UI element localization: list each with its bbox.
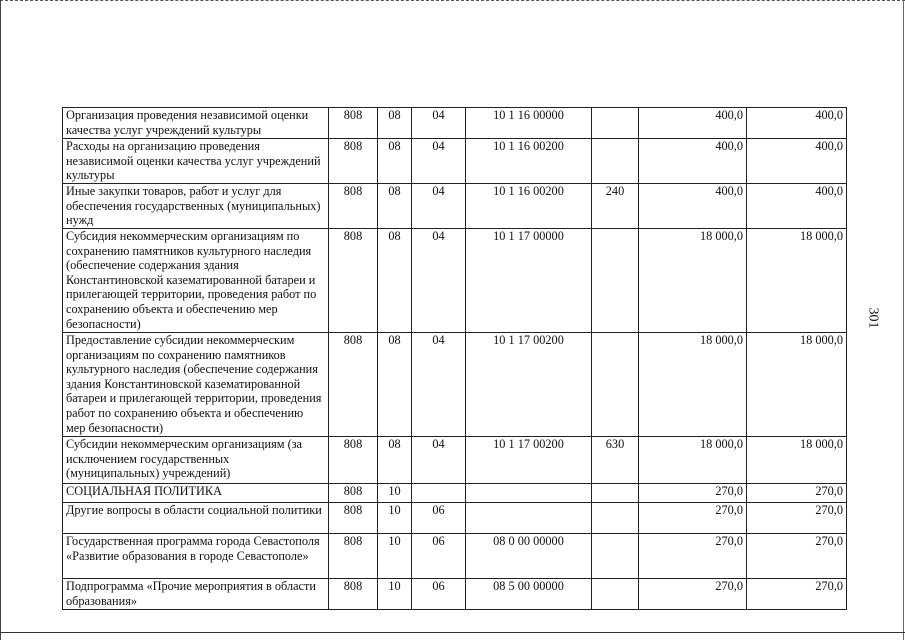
row-vr: 630 [592, 437, 639, 484]
row-sum-2: 270,0 [747, 503, 847, 534]
row-rz: 10 [378, 503, 412, 534]
row-rz: 08 [378, 229, 412, 333]
row-sum-2: 270,0 [747, 579, 847, 610]
row-csr: 10 1 17 00200 [466, 333, 592, 437]
row-sum-1: 270,0 [639, 534, 747, 579]
row-rz: 10 [378, 484, 412, 503]
row-vr [592, 534, 639, 579]
table-row [63, 437, 847, 484]
row-name: Расходы на организацию проведения независимой оценки качества услуг учреждений культуры [63, 139, 329, 184]
row-rz: 08 [378, 333, 412, 437]
row-sum-1: 270,0 [639, 503, 747, 534]
row-sum-1: 18 000,0 [639, 229, 747, 333]
scan-edge-bottom [0, 632, 905, 634]
table-row [63, 229, 847, 333]
row-pr: 04 [412, 184, 466, 229]
row-name: Организация проведения независимой оценки качества услуг учреждений культуры [63, 108, 329, 139]
table-row [63, 503, 847, 534]
table-row [63, 333, 847, 437]
row-name: Иные закупки товаров, работ и услуг для обеспечения государственных (муниципальных) нужд [63, 184, 329, 229]
row-sum-2: 400,0 [747, 108, 847, 139]
row-sum-1: 270,0 [639, 484, 747, 503]
row-csr: 10 1 17 00000 [466, 229, 592, 333]
table-row [63, 534, 847, 579]
row-ved: 808 [329, 184, 378, 229]
row-sum-2: 18 000,0 [747, 333, 847, 437]
row-pr: 04 [412, 139, 466, 184]
row-sum-1: 270,0 [639, 579, 747, 610]
row-vr: 240 [592, 184, 639, 229]
row-name: Подпрограмма «Прочие мероприятия в области образования» [63, 579, 329, 610]
table-row [63, 108, 847, 139]
row-sum-1: 400,0 [639, 139, 747, 184]
row-sum-1: 18 000,0 [639, 437, 747, 484]
row-rz: 08 [378, 139, 412, 184]
scan-edge-left [0, 0, 3, 640]
row-name: Субсидия некоммерческим организациям по сохранению памятников культурного наследия (обеспечение содержания здания Константиновской казематированной батареи и прилегающей территории, проведения работ по сохранению объекта и обеспечению мер безопасности) [63, 229, 329, 333]
row-name: Субсидии некоммерческим организациям (за исключением государственных (муниципальных) учреждений) [63, 437, 329, 484]
row-ved: 808 [329, 333, 378, 437]
row-csr: 10 1 16 00000 [466, 108, 592, 139]
row-pr: 06 [412, 579, 466, 610]
table-row [63, 579, 847, 610]
row-name: Государственная программа города Севастополя «Развитие образования в городе Севастополе» [63, 534, 329, 579]
row-vr [592, 579, 639, 610]
row-sum-2: 400,0 [747, 184, 847, 229]
row-csr: 10 1 16 00200 [466, 139, 592, 184]
row-sum-2: 270,0 [747, 484, 847, 503]
row-sum-1: 400,0 [639, 108, 747, 139]
row-csr: 08 0 00 00000 [466, 534, 592, 579]
row-name: Предоставление субсидии некоммерческим организациям по сохранению памятников культурного наследия (обеспечение содержания здания Константиновской казематированной батареи и прилегающей территории, проведения работ по сохранению объекта и обеспечению мер безопасности) [63, 333, 329, 437]
row-ved: 808 [329, 579, 378, 610]
row-csr: 10 1 17 00200 [466, 437, 592, 484]
row-rz: 08 [378, 184, 412, 229]
row-name: Другие вопросы в области социальной политики [63, 503, 329, 534]
row-csr [466, 484, 592, 503]
row-rz: 10 [378, 534, 412, 579]
row-ved: 808 [329, 503, 378, 534]
row-csr: 10 1 16 00200 [466, 184, 592, 229]
row-vr [592, 139, 639, 184]
row-pr: 06 [412, 534, 466, 579]
row-pr: 04 [412, 333, 466, 437]
row-csr [466, 503, 592, 534]
row-sum-2: 18 000,0 [747, 229, 847, 333]
row-sum-1: 18 000,0 [639, 333, 747, 437]
row-sum-2: 400,0 [747, 139, 847, 184]
row-ved: 808 [329, 139, 378, 184]
row-pr: 04 [412, 437, 466, 484]
row-vr [592, 229, 639, 333]
row-vr [592, 333, 639, 437]
row-csr: 08 5 00 00000 [466, 579, 592, 610]
table-row [63, 139, 847, 184]
page-number: 301 [865, 307, 881, 329]
row-ved: 808 [329, 229, 378, 333]
table-row [63, 484, 847, 503]
row-vr [592, 503, 639, 534]
row-rz: 10 [378, 579, 412, 610]
budget-table [62, 107, 847, 610]
row-pr: 04 [412, 229, 466, 333]
row-name: СОЦИАЛЬНАЯ ПОЛИТИКА [63, 484, 329, 503]
row-ved: 808 [329, 534, 378, 579]
row-sum-2: 18 000,0 [747, 437, 847, 484]
row-pr [412, 484, 466, 503]
row-sum-1: 400,0 [639, 184, 747, 229]
row-sum-2: 270,0 [747, 534, 847, 579]
table-row [63, 184, 847, 229]
row-ved: 808 [329, 437, 378, 484]
row-ved: 808 [329, 108, 378, 139]
row-ved: 808 [329, 484, 378, 503]
scan-edge-top [0, 0, 905, 4]
row-vr [592, 484, 639, 503]
row-pr: 06 [412, 503, 466, 534]
row-rz: 08 [378, 437, 412, 484]
row-pr: 04 [412, 108, 466, 139]
row-vr [592, 108, 639, 139]
row-rz: 08 [378, 108, 412, 139]
